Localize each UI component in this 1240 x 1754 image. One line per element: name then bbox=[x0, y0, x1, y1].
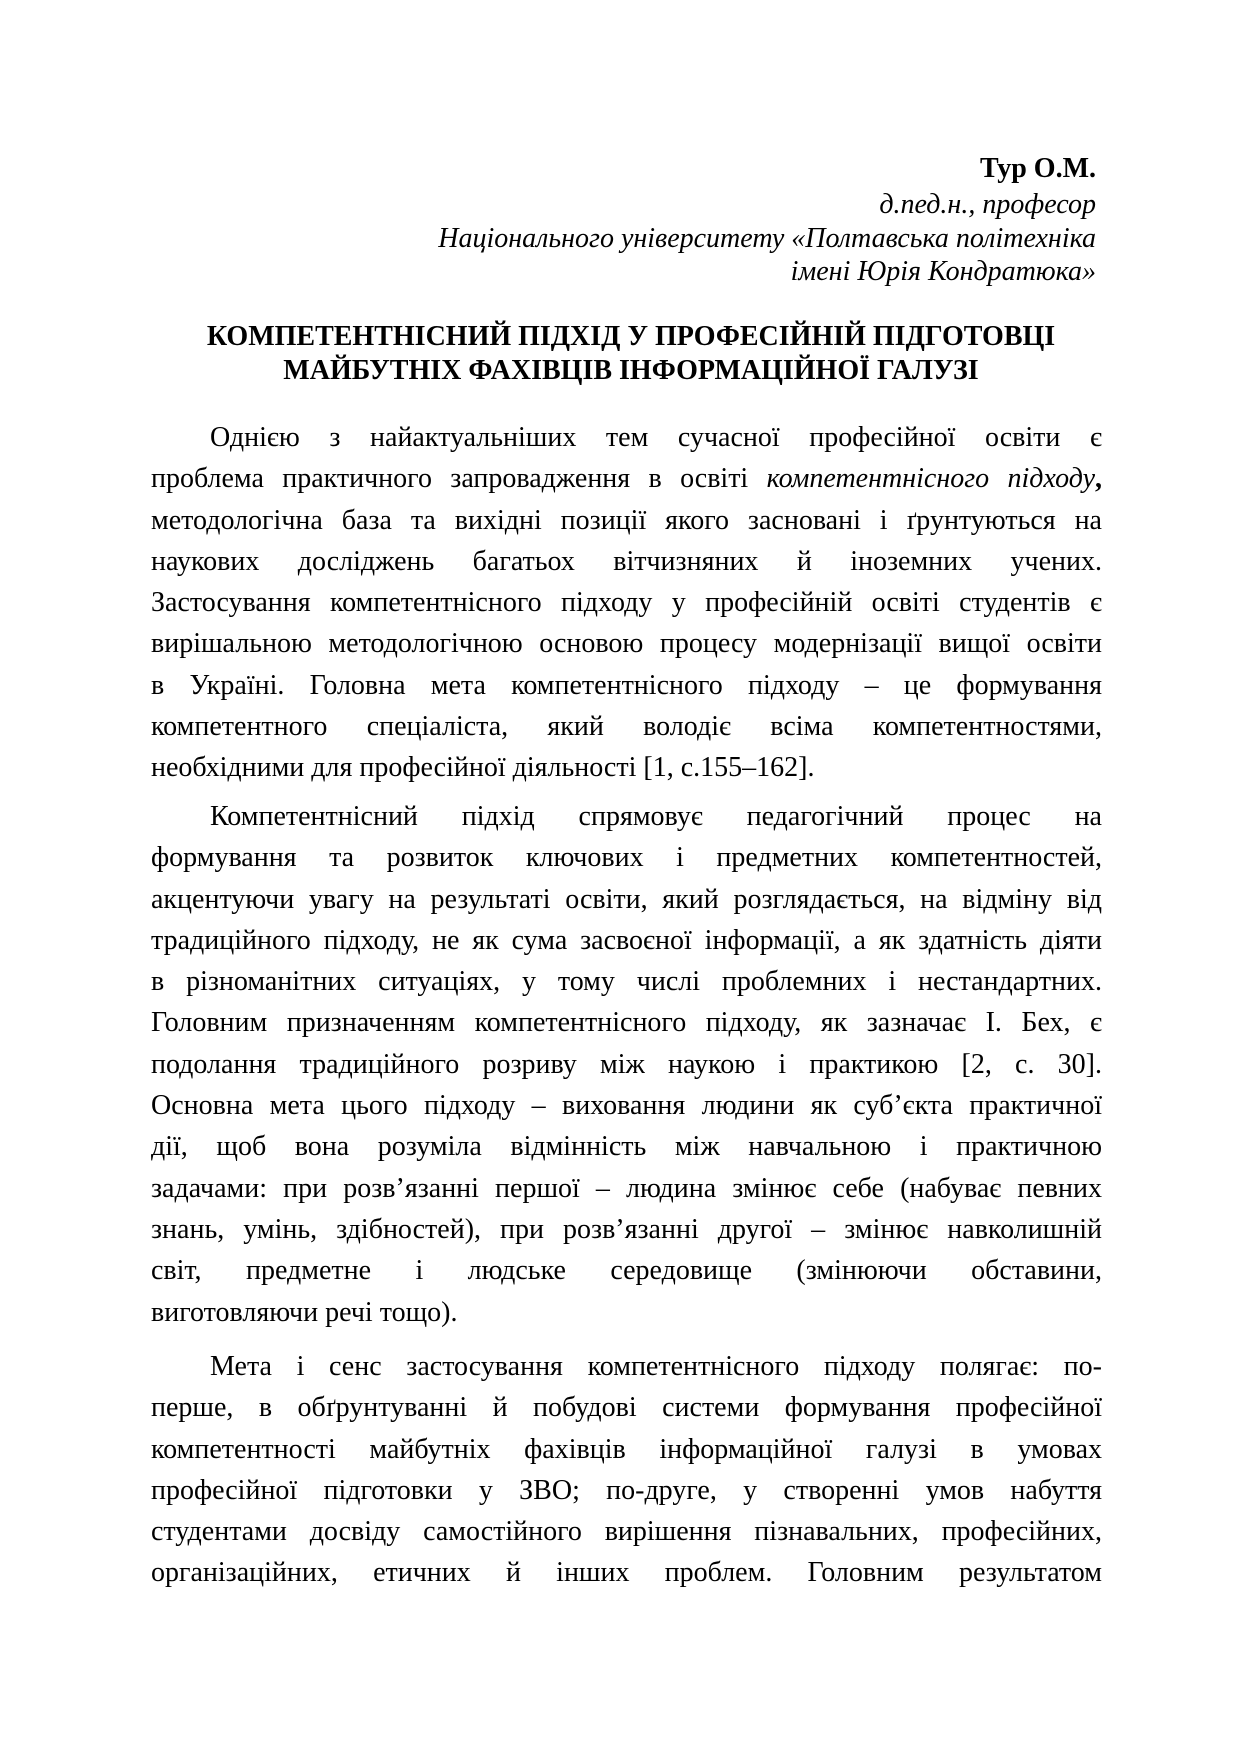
text-line bbox=[151, 500, 1102, 541]
line-content: методологічна база та вихідні позиції якого засновані і ґрунтуються на bbox=[151, 504, 1102, 536]
text-line bbox=[151, 1387, 1102, 1428]
line-content: компетентності майбутніх фахівців інформаційної галузі в умовах bbox=[151, 1433, 1102, 1465]
text-line bbox=[151, 1044, 1102, 1085]
text-line bbox=[151, 458, 1102, 499]
title-line-1: КОМПЕТЕНТНІСНИЙ ПІДХІД У ПРОФЕСІЙНІЙ ПІДГОТОВЦІ bbox=[206, 321, 1056, 352]
line-content: Головним призначенням компетентнісного підходу, як зазначає І. Бех, є bbox=[151, 1007, 1102, 1039]
line-content: в Україні. Головна мета компетентнісного підходу – це формування bbox=[151, 669, 1102, 701]
line-content: професійної підготовки у ЗВО; по-друге, у створенні умов набуття bbox=[151, 1474, 1102, 1506]
line-content: формування та розвиток ключових і предметних компетентностей, bbox=[151, 842, 1102, 874]
italic-term: компетентнісного підходу bbox=[766, 463, 1095, 495]
text-line bbox=[151, 541, 1102, 582]
author-name: Тур О.М. bbox=[979, 153, 1096, 184]
line-content: студентами досвіду самостійного вирішення пізнавальних, професійних, bbox=[151, 1516, 1102, 1548]
line-content: вирішальною методологічною основою процесу модернізації вищої освіти bbox=[151, 628, 1102, 660]
line-content: задачами: при розв’язанні першої – людина змінює себе (набуває певних bbox=[151, 1172, 1102, 1204]
text-line bbox=[151, 1511, 1102, 1552]
paragraph-2 bbox=[151, 796, 1102, 1333]
line-content: знань, умінь, здібностей), при розв’язанні другої – змінює навколишній bbox=[151, 1213, 1102, 1245]
line-content: організаційних, етичних й інших проблем. Головним результатом bbox=[151, 1557, 1102, 1589]
text-segment: , bbox=[1095, 463, 1102, 495]
text-line bbox=[151, 879, 1102, 920]
paragraph-3 bbox=[151, 1346, 1102, 1594]
line-content: наукових досліджень багатьох вітчизняних й іноземних учених. bbox=[151, 545, 1102, 577]
line-content: акцентуючи увагу на результаті освіти, який розглядається, на відміну від bbox=[151, 883, 1102, 915]
author-affiliation-line1: Національного університету «Полтавська політехніка bbox=[438, 223, 1096, 254]
author-affiliation-line2: імені Юрія Кондратюка» bbox=[790, 256, 1096, 287]
text-line bbox=[151, 1168, 1102, 1209]
text-line bbox=[151, 1292, 1102, 1333]
text-line bbox=[151, 1470, 1102, 1511]
text-line bbox=[151, 1209, 1102, 1250]
line-content: подолання традиційного розриву між наукою і практикою [2, с. 30]. bbox=[151, 1048, 1102, 1080]
line-content: світ, предметне і людське середовище (змінюючи обставини, bbox=[151, 1255, 1102, 1287]
line-content bbox=[151, 458, 1102, 499]
line-content: перше, в обґрунтуванні й побудові системи формування професійної bbox=[151, 1392, 1102, 1424]
line-content: необхідними для професійної діяльності [1, с.155–162]. bbox=[151, 752, 815, 784]
text-line bbox=[151, 582, 1102, 623]
line-content: компетентного спеціаліста, який володіє всіма компетентностями, bbox=[151, 711, 1102, 743]
text-line bbox=[151, 1002, 1102, 1043]
paragraph-1 bbox=[151, 417, 1102, 789]
author-degree: д.пед.н., професор bbox=[879, 189, 1096, 220]
text-line bbox=[151, 1552, 1102, 1593]
text-line bbox=[151, 1346, 1102, 1387]
text-line bbox=[151, 706, 1102, 747]
text-line bbox=[151, 1126, 1102, 1167]
text-line bbox=[151, 417, 1102, 458]
line-content: виготовляючи речі тощо). bbox=[151, 1296, 458, 1328]
title-line-2: МАЙБУТНІХ ФАХІВЦІВ ІНФОРМАЦІЙНОЇ ГАЛУЗІ bbox=[283, 355, 979, 386]
text-segment: проблема практичного запровадження в освіті bbox=[151, 463, 767, 495]
text-line bbox=[151, 1250, 1102, 1291]
line-content: традиційного підходу, не як сума засвоєної інформації, а як здатність діяти bbox=[151, 924, 1102, 956]
line-content: Основна мета цього підходу – виховання людини як суб’єкта практичної bbox=[151, 1090, 1102, 1122]
line-content: дії, щоб вона розуміла відмінність між навчальною і практичною bbox=[151, 1131, 1102, 1163]
text-line bbox=[151, 920, 1102, 961]
line-content: Компетентнісний підхід спрямовує педагогічний процес на bbox=[210, 801, 1102, 832]
text-line bbox=[151, 796, 1102, 837]
text-line bbox=[151, 1429, 1102, 1470]
text-line bbox=[151, 623, 1102, 664]
line-content: Мета і сенс застосування компетентнісного підходу полягає: по- bbox=[210, 1351, 1102, 1382]
line-content: Однією з найактуальніших тем сучасної професійної освіти є bbox=[210, 422, 1102, 453]
text-line bbox=[151, 961, 1102, 1002]
line-content: Застосування компетентнісного підходу у професійній освіті студентів є bbox=[151, 587, 1102, 619]
text-line bbox=[151, 747, 1102, 788]
text-line bbox=[151, 1085, 1102, 1126]
line-content: в різноманітних ситуаціях, у тому числі проблемних і нестандартних. bbox=[151, 966, 1102, 998]
text-line bbox=[151, 665, 1102, 706]
text-line bbox=[151, 837, 1102, 878]
